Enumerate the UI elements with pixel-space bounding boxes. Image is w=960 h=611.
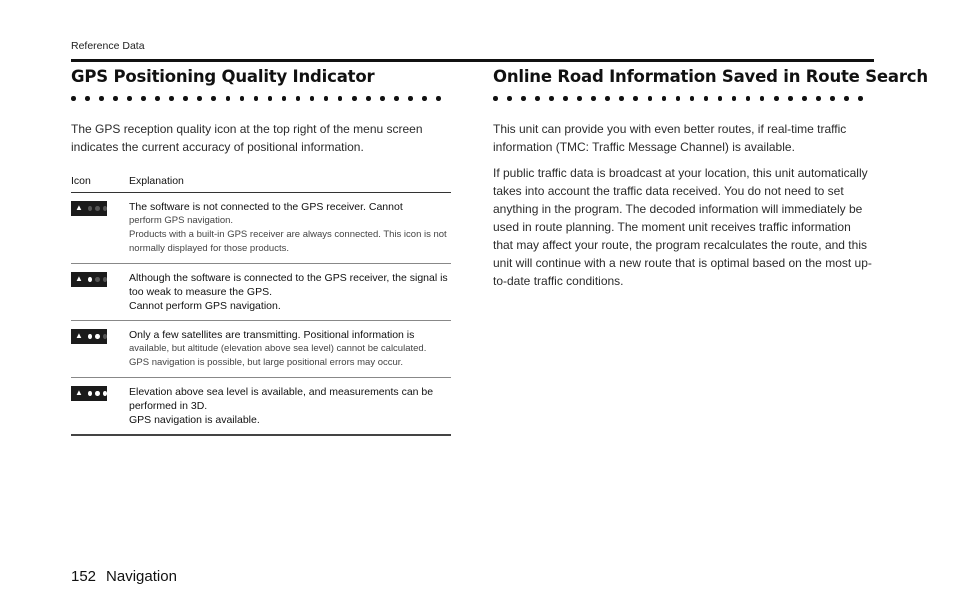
divider-dot <box>718 96 723 101</box>
gps-quality-3d-icon: ▲ <box>71 386 107 401</box>
divider-dot <box>127 96 132 101</box>
divider-dot <box>535 96 540 101</box>
divider-dot <box>858 96 863 101</box>
divider-dot <box>183 96 188 101</box>
divider-dot <box>226 96 231 101</box>
divider-dot <box>240 96 245 101</box>
table-row <box>71 377 451 435</box>
divider-dot <box>310 96 315 101</box>
row-explanation: Only a few satellites are transmitting. Positional information is <box>129 328 415 341</box>
divider-dot <box>816 96 821 101</box>
row-note: Products with a built-in GPS receiver are always connected. This icon is not normally displayed for those products. <box>129 228 447 254</box>
divider-dot <box>197 96 202 101</box>
page-footer <box>71 568 177 585</box>
table-row <box>71 320 451 377</box>
row-note: available, but altitude (elevation above sea level) cannot be calculated. <box>129 342 427 354</box>
divider-dot <box>676 96 681 101</box>
top-rule <box>71 59 874 62</box>
gps-quality-2d-icon: ▲ <box>71 329 107 344</box>
row-note: perform GPS navigation. <box>129 214 234 226</box>
divider-dot <box>493 96 498 101</box>
divider-dot <box>99 96 104 101</box>
divider-dot <box>507 96 512 101</box>
dotted-divider <box>71 96 441 101</box>
gps-quality-none-icon: ▲ <box>71 201 107 216</box>
divider-dot <box>141 96 146 101</box>
divider-dot <box>844 96 849 101</box>
divider-dot <box>788 96 793 101</box>
divider-dot <box>549 96 554 101</box>
online-road-section-title: Online Road Information Saved in Route Search <box>493 67 928 86</box>
divider-dot <box>619 96 624 101</box>
running-head: Reference Data <box>71 40 145 52</box>
column-header-icon: Icon <box>71 171 129 193</box>
divider-dot <box>394 96 399 101</box>
section-name: Navigation <box>106 568 177 585</box>
divider-dot <box>422 96 427 101</box>
divider-dot <box>577 96 582 101</box>
divider-dot <box>690 96 695 101</box>
table-row <box>71 263 451 320</box>
divider-dot <box>802 96 807 101</box>
divider-dot <box>436 96 441 101</box>
row-explanation: The software is not connected to the GPS receiver. Cannot <box>129 200 403 213</box>
gps-section-title: GPS Positioning Quality Indicator <box>71 67 375 86</box>
online-road-paragraph-1: This unit can provide you with even better routes, if real-time traffic information (TMC: Traffic Message Channel) is available. <box>493 121 847 154</box>
row-note: GPS navigation is possible, but large positional errors may occur. <box>129 356 404 368</box>
row-explanation: Cannot perform GPS navigation. <box>129 299 281 312</box>
divider-dot <box>338 96 343 101</box>
divider-dot <box>774 96 779 101</box>
divider-dot <box>254 96 259 101</box>
divider-dot <box>113 96 118 101</box>
divider-dot <box>296 96 301 101</box>
divider-dot <box>282 96 287 101</box>
divider-dot <box>85 96 90 101</box>
divider-dot <box>605 96 610 101</box>
row-explanation: Elevation above sea level is available, and measurements can be performed in 3D. <box>129 385 434 412</box>
divider-dot <box>662 96 667 101</box>
page-number: 152 <box>71 568 97 585</box>
right-column <box>493 64 928 290</box>
row-explanation: Although the software is connected to the GPS receiver, the signal is too weak to measure the GPS. <box>129 271 448 298</box>
divider-dot <box>521 96 526 101</box>
divider-dot <box>408 96 413 101</box>
divider-dot <box>760 96 765 101</box>
divider-dot <box>563 96 568 101</box>
divider-dot <box>380 96 385 101</box>
divider-dot <box>704 96 709 101</box>
divider-dot <box>324 96 329 101</box>
divider-dot <box>591 96 596 101</box>
divider-dot <box>268 96 273 101</box>
table-row <box>71 192 451 263</box>
divider-dot <box>352 96 357 101</box>
divider-dot <box>830 96 835 101</box>
divider-dot <box>169 96 174 101</box>
divider-dot <box>648 96 653 101</box>
divider-dot <box>211 96 216 101</box>
online-road-paragraph-2: If public traffic data is broadcast at your location, this unit automatically takes into account the traffic data received. You do not need to set anything in the program. The decoded information will immediately be used in route planning. The moment unit receives traffic information that may affect your route, the program recalculates the route, and this unit will continue with a new route that is optimal based on the most up-to-date traffic conditions. <box>493 165 872 288</box>
divider-dot <box>732 96 737 101</box>
column-header-explanation: Explanation <box>129 171 451 193</box>
gps-indicator-table <box>71 171 451 436</box>
divider-dot <box>366 96 371 101</box>
gps-intro: The GPS reception quality icon at the top right of the menu screen indicates the current accuracy of positional information. <box>71 121 423 154</box>
left-column <box>71 64 451 436</box>
divider-dot <box>155 96 160 101</box>
row-explanation: GPS navigation is available. <box>129 413 260 426</box>
gps-quality-weak-icon: ▲ <box>71 272 107 287</box>
divider-dot <box>71 96 76 101</box>
divider-dot <box>633 96 638 101</box>
divider-dot <box>746 96 751 101</box>
dotted-divider <box>493 96 863 101</box>
